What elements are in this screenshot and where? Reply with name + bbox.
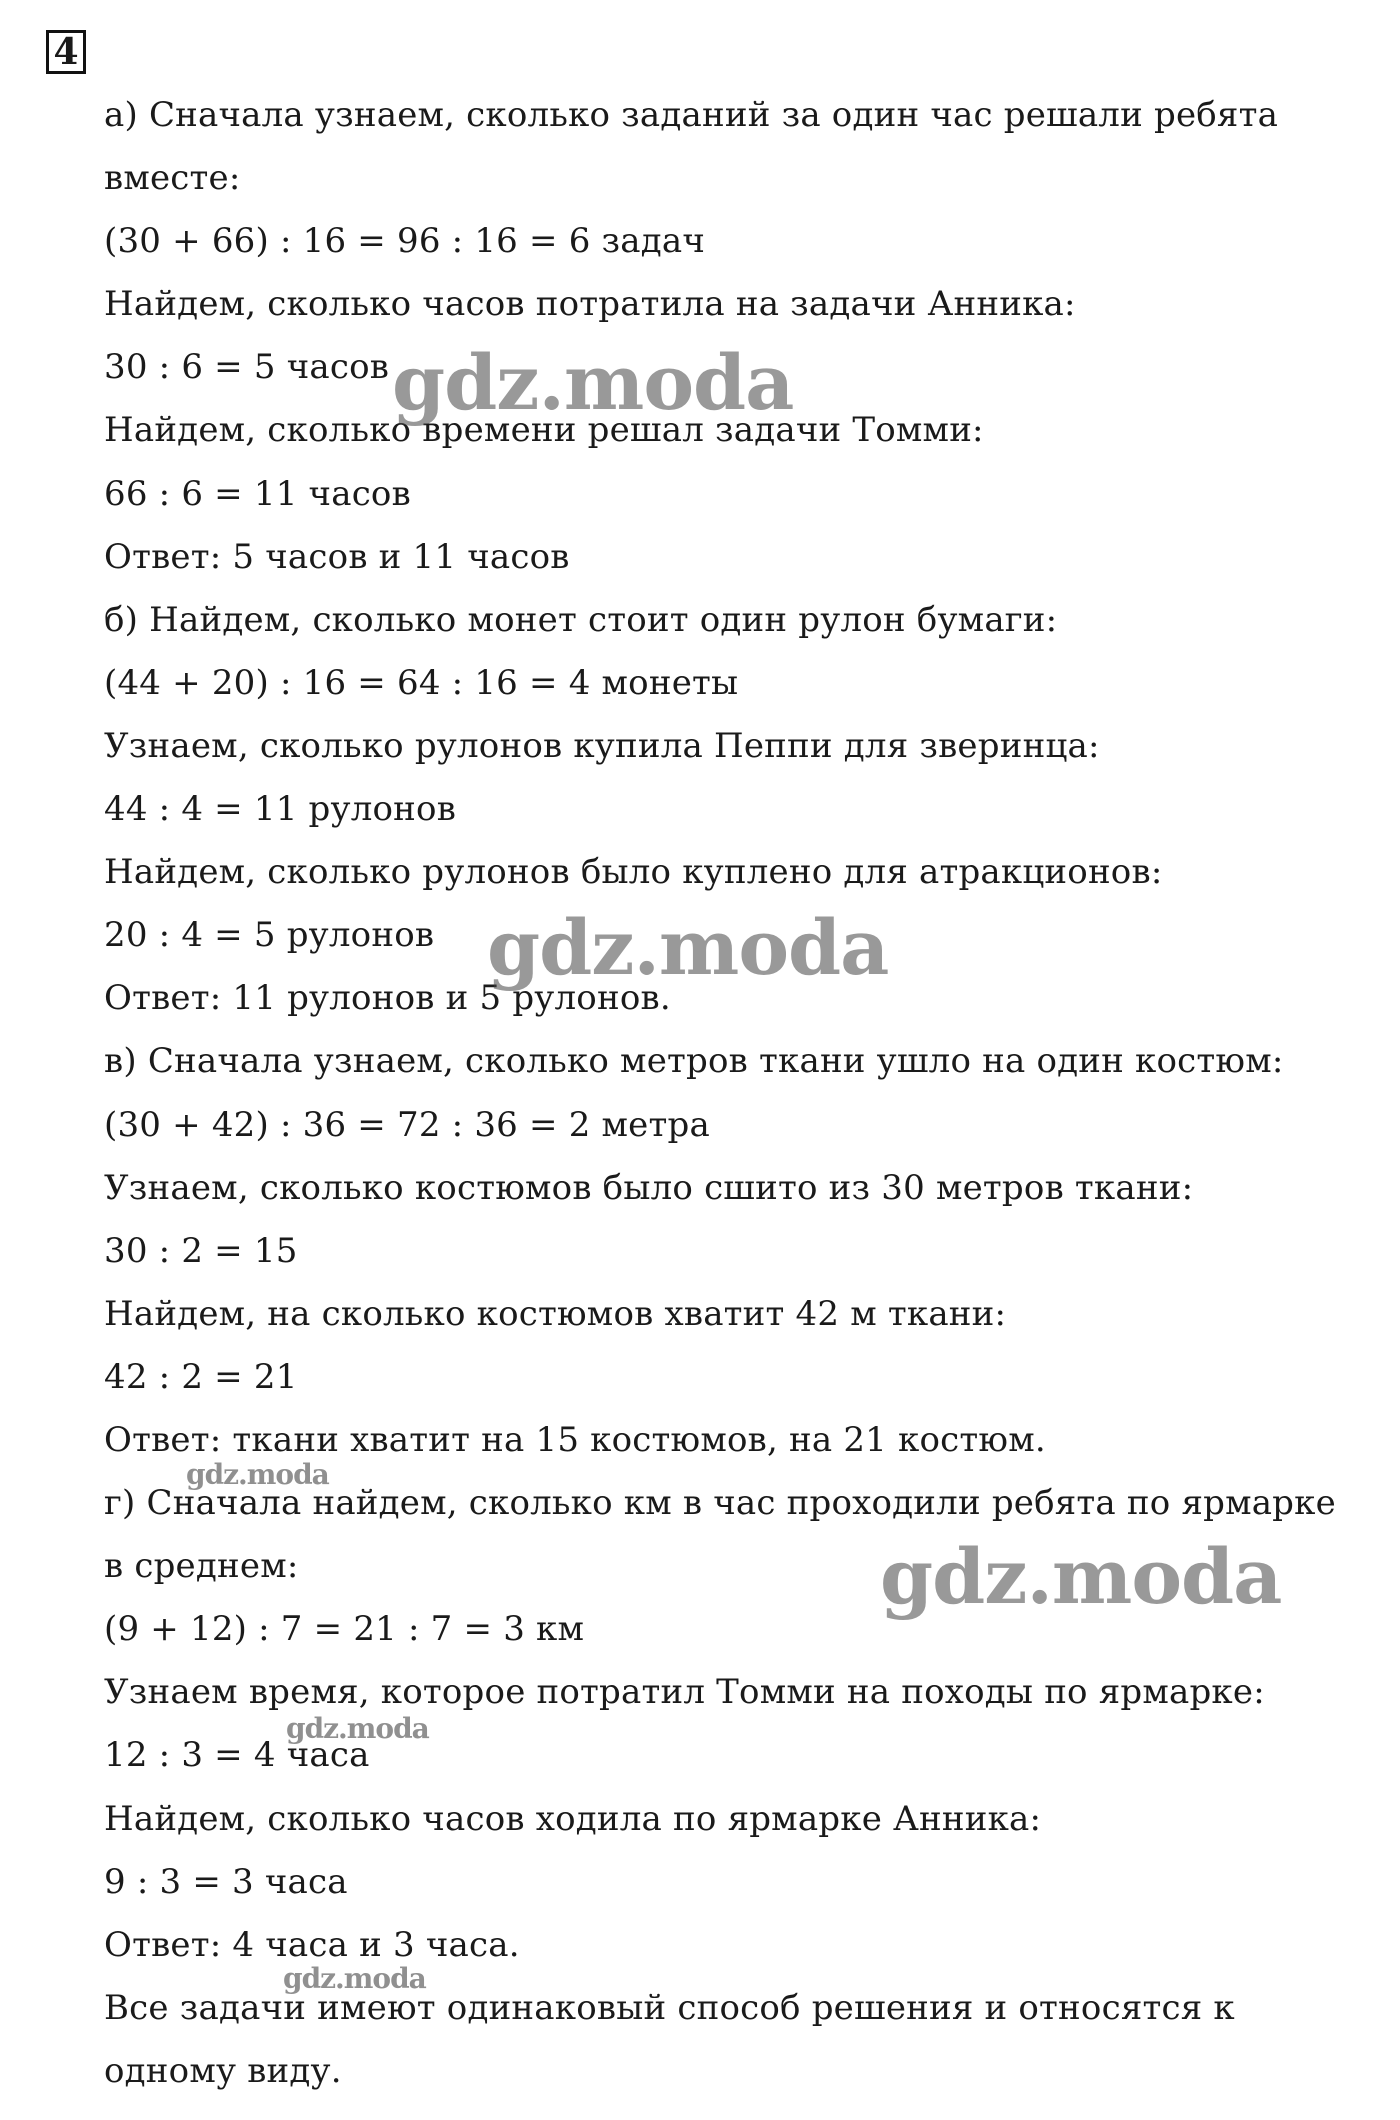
- text-line: Узнаем, сколько костюмов было сшито из 30 метров ткани:: [104, 1167, 1194, 1208]
- watermark: gdz.moda: [392, 338, 794, 427]
- watermark: gdz.moda: [286, 1712, 429, 1745]
- task-number: 4: [53, 31, 79, 73]
- text-line: 30 : 6 = 5 часов: [104, 347, 390, 388]
- text-line: одному виду.: [104, 2050, 342, 2091]
- text-line: в) Сначала узнаем, сколько метров ткани ушло на один костюм:: [104, 1041, 1284, 1082]
- text-line: Узнаем время, которое потратил Томми на походы по ярмарке:: [104, 1672, 1265, 1713]
- text-line: вместе:: [104, 158, 241, 199]
- text-line: 30 : 2 = 15: [104, 1230, 298, 1271]
- text-line: в среднем:: [104, 1546, 299, 1587]
- text-line: б) Найдем, сколько монет стоит один рулон бумаги:: [104, 599, 1058, 640]
- text-line: 20 : 4 = 5 рулонов: [104, 915, 435, 956]
- text-line: Ответ: 11 рулонов и 5 рулонов.: [104, 978, 671, 1019]
- text-line: Ответ: 5 часов и 11 часов: [104, 536, 570, 577]
- text-line: (44 + 20) : 16 = 64 : 16 = 4 монеты: [104, 662, 739, 703]
- text-line: 42 : 2 = 21: [104, 1356, 298, 1397]
- text-line: (30 + 66) : 16 = 96 : 16 = 6 задач: [104, 221, 706, 262]
- text-line: 12 : 3 = 4 часа: [104, 1735, 370, 1776]
- watermark: gdz.moda: [283, 1962, 426, 1995]
- text-line: (30 + 42) : 36 = 72 : 36 = 2 метра: [104, 1104, 710, 1145]
- text-line: Все задачи имеют одинаковый способ решения и относятся к: [104, 1987, 1235, 2028]
- watermark: gdz.moda: [186, 1458, 329, 1491]
- text-line: Ответ: ткани хватит на 15 костюмов, на 21 костюм.: [104, 1419, 1046, 1460]
- watermark: gdz.moda: [880, 1532, 1282, 1621]
- text-line: г) Сначала найдем, сколько км в час проходили ребята по ярмарке: [104, 1483, 1336, 1524]
- text-line: 66 : 6 = 11 часов: [104, 473, 411, 514]
- text-line: Ответ: 4 часа и 3 часа.: [104, 1924, 520, 1965]
- text-line: Найдем, сколько часов ходила по ярмарке Анника:: [104, 1798, 1042, 1839]
- text-line: Найдем, сколько рулонов было куплено для атракционов:: [104, 852, 1163, 893]
- solution-text: [104, 90, 1344, 2109]
- text-line: а) Сначала узнаем, сколько заданий за один час решали ребята: [104, 95, 1279, 135]
- text-line: Найдем, сколько времени решал задачи Томми:: [104, 410, 984, 451]
- task-number-box: [46, 30, 86, 74]
- text-line: 9 : 3 = 3 часа: [104, 1861, 348, 1902]
- text-line: Найдем, сколько часов потратила на задачи Анника:: [104, 284, 1076, 325]
- text-line: Узнаем, сколько рулонов купила Пеппи для зверинца:: [104, 725, 1100, 766]
- text-line: (9 + 12) : 7 = 21 : 7 = 3 км: [104, 1609, 585, 1650]
- watermark: gdz.moda: [487, 903, 889, 992]
- text-line: 44 : 4 = 11 рулонов: [104, 789, 457, 830]
- text-line: Найдем, на сколько костюмов хватит 42 м ткани:: [104, 1293, 1007, 1334]
